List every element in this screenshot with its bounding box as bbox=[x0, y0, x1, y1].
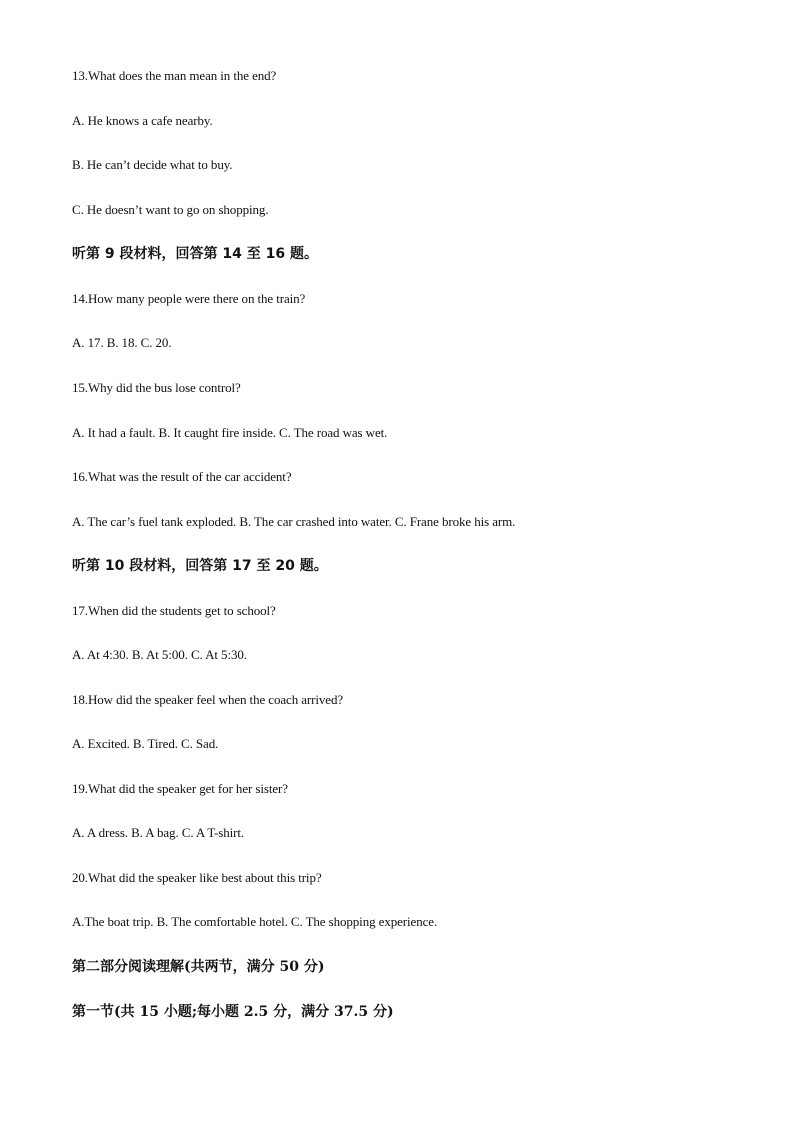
question-18-stem: 18.How did the speaker feel when the coach arrived? bbox=[72, 692, 344, 707]
part-2-title: 第二部分阅读理解(共两节，满分 50 分) bbox=[72, 959, 325, 975]
question-18-options: A. Excited. B. Tired. C. Sad. bbox=[72, 736, 219, 751]
question-13-option-c: C. He doesn’t want to go on shopping. bbox=[72, 202, 269, 217]
section-1-title: 第一节(共 15 小题;每小题 2.5 分，满分 37.5 分) bbox=[72, 1004, 394, 1020]
question-15-options: A. It had a fault. B. It caught fire inside. C. The road was wet. bbox=[72, 425, 388, 440]
question-19-options: A. A dress. B. A bag. C. A T-shirt. bbox=[72, 825, 245, 840]
question-13-option-a: A. He knows a cafe nearby. bbox=[72, 113, 213, 128]
question-16-options: A. The car’s fuel tank exploded. B. The car crashed into water. C. Frane broke his arm. bbox=[72, 514, 516, 529]
passage-9-heading: 听第 9 段材料，回答第 14 至 16 题。 bbox=[72, 246, 318, 262]
question-13-option-b: B. He can’t decide what to buy. bbox=[72, 157, 233, 172]
question-20-options: A.The boat trip. B. The comfortable hotel. C. The shopping experience. bbox=[72, 914, 438, 929]
passage-10-heading: 听第 10 段材料，回答第 17 至 20 题。 bbox=[72, 558, 328, 574]
question-13-stem: 13.What does the man mean in the end? bbox=[72, 68, 277, 83]
question-14-stem: 14.How many people were there on the train? bbox=[72, 291, 306, 306]
question-19-stem: 19.What did the speaker get for her sister? bbox=[72, 781, 288, 796]
question-16-stem: 16.What was the result of the car accident? bbox=[72, 469, 292, 484]
question-20-stem: 20.What did the speaker like best about this trip? bbox=[72, 870, 322, 885]
question-17-stem: 17.When did the students get to school? bbox=[72, 603, 276, 618]
question-17-options: A. At 4:30. B. At 5:00. C. At 5:30. bbox=[72, 647, 247, 662]
question-14-options: A. 17. B. 18. C. 20. bbox=[72, 335, 172, 350]
question-15-stem: 15.Why did the bus lose control? bbox=[72, 380, 241, 395]
